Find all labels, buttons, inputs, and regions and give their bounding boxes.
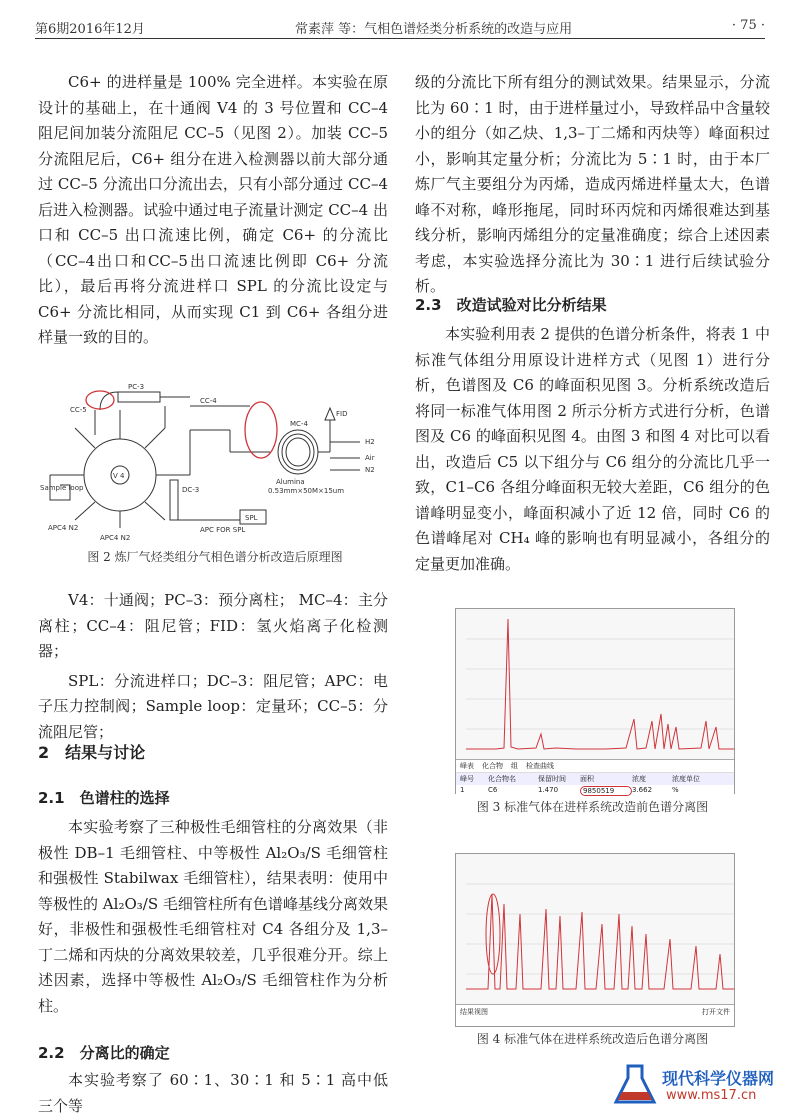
label-sample-loop: Sample loop: [40, 484, 84, 492]
cell-compound: C6: [488, 786, 498, 794]
site-watermark: [610, 1060, 800, 1110]
figure-2-schematic: [40, 380, 390, 545]
label-apc-spl: APC FOR SPL: [200, 526, 246, 534]
status-bar-right: 打开文件: [702, 1008, 730, 1016]
running-header: [35, 14, 765, 38]
tab-calibration[interactable]: 检查曲线: [526, 762, 554, 770]
left-column: [38, 70, 388, 351]
tab-group[interactable]: 组: [511, 762, 518, 770]
label-n2: N2: [365, 466, 375, 474]
article-running-title: 常素萍 等：气相色谱烃类分析系统的改造与应用: [295, 22, 573, 37]
figure-3-chromatogram: [456, 609, 734, 759]
annotation-circle-outlet: [245, 402, 277, 458]
paragraph-comparison-results: 本实验利用表 2 提供的色谱分析条件，将表 1 中标准气体组分用原设计进样方式（见图 1）进行分析，色谱图及 C6 的峰面积见图 3。分析系统改造后将同一标准气体用图 2 所示分析方式进行分析，色谱图及 C6 的峰面积见图 4。由图 3 和图 4 对比可以看出，改造后 C5 以下组分与 C6 组分的分流比几乎一致，C1–C6 各组分峰面积无较大差距，C6 组分的色谱峰明显变小，峰面积减小了近 12 倍，同时 C6 的色谱峰尾对 CH₄ 峰的影响也有明显减小，各组分的定量更加准确。: [415, 325, 770, 573]
figure-3-screenshot: [455, 608, 735, 794]
label-apc-n2-b: APC4 N2: [100, 534, 131, 542]
tab-compounds[interactable]: 化合物: [482, 762, 503, 770]
flask-logo-icon: [610, 1062, 660, 1108]
label-spl: SPL: [245, 514, 258, 522]
section-2-1-heading: 2.1 色谱柱的选择: [38, 789, 170, 807]
label-column-dims: 0.53mm×50M×15um: [268, 487, 345, 495]
figure-3-caption: 图 3 标准气体在进样系统改造前色谱分离图: [476, 800, 709, 814]
header-area: 面积: [580, 775, 594, 783]
header-conc: 浓度: [632, 775, 646, 783]
label-mc4: MC-4: [290, 420, 308, 428]
section-2-1-body: [38, 815, 388, 1019]
table-row: [456, 785, 734, 797]
paragraph-split-method: C6+ 的进样量是 100% 完全进样。本实验在原设计的基础上，在十通阀 V4 的 3 号位置和 CC–4 阻尼间加装分流阻尼 CC–5（见图 2）。加装 CC–5 分流阻尼后，C6+ 组分在进入检测器以前大部分通过 CC–5 分流出口分流出去，只有小部分通过 CC–4 后进入检测器。试验中通过电子流量计测定 CC–4 出口和 CC–5 出口流速比例，确定 C6+ 的分流比（CC–4出口和CC–5出口流速比例即 C6+ 分流比），最后再将分流进样口 SPL 的分流比设定与 C6+ 分流比相同，从而实现 C1 到 C6+ 各组分进样量一致的目的。: [38, 73, 388, 346]
label-air: Air: [365, 454, 375, 462]
figure-2-legend-1: V4：十通阀；PC–3：预分离柱； MC–4：主分离柱；CC–4：阻尼管；FID：氢火焰离子化检测器；: [38, 591, 388, 660]
section-2-heading: 2 结果与讨论: [38, 743, 146, 762]
cell-retention: 1.470: [538, 786, 559, 794]
section-2-2-heading: 2.2 分离比的确定: [38, 1044, 170, 1062]
header-retention: 保留时间: [538, 775, 566, 783]
label-v4: V 4: [113, 472, 125, 480]
header-compound: 化合物名: [488, 775, 516, 783]
figure-2-caption: 图 2 炼厂气烃类组分气相色谱分析改造后原理图: [87, 550, 343, 564]
cell-conc: 3.662: [632, 786, 653, 794]
label-fid: FID: [336, 410, 348, 418]
figure-4-screenshot: [455, 853, 735, 1027]
paragraph-split-ratio-cont: 级的分流比下所有组分的测试效果。结果显示，分流比为 60∶1 时，由于进样量过小，导致样品中含量较小的组分（如乙炔、1,3–丁二烯和丙炔等）峰面积过小，影响其定量分析；分流比为 5∶1 时，由于本厂炼厂气主要组分为丙烯，造成丙烯进样量太大，色谱峰不对称，峰形拖尾，同时环丙烷和丙烯很难达到基线分析，影响丙烯组分的定量准确度；综合上述因素考虑，本实验选择分流比为 30∶1 进行后续试验分析。: [415, 73, 770, 295]
figure-2: [40, 380, 390, 545]
label-dc3: DC-3: [182, 486, 200, 494]
left-column-lower: [38, 588, 388, 745]
watermark-url: www.ms17.cn: [666, 1088, 757, 1103]
figure-2-legend-2: SPL：分流进样口；DC–3：阻尼管；APC：电子压力控制阀；Sample loop：定量环；CC–5：分流阻尼管；: [38, 671, 388, 741]
paragraph-split-ratio-start: 本实验考察了 60∶1、30∶1 和 5∶1 高中低三个等: [38, 1071, 388, 1115]
journal-issue: 第6期2016年12月: [35, 22, 145, 37]
section-2-3-heading: 2.3 改造试验对比分析结果: [415, 296, 607, 314]
cell-area: 9850519: [580, 786, 632, 796]
label-pc3: PC-3: [128, 383, 145, 391]
label-alumina: Alumina: [276, 478, 305, 486]
header-rule: [35, 38, 765, 39]
paragraph-column-selection: 本实验考察了三种极性毛细管柱的分离效果（非极性 DB–1 毛细管柱、中等极性 Al₂O₃/S 毛细管柱和强极性 Stabilwax 毛细管柱），结果表明：使用中等极性的 Al₂O₃/S 毛细管柱所有色谱峰基线分离效果好，非极性和强极性毛细管柱对 C4 各组分及 1,3–丁二烯和丙炔的分离效果较差，几乎很难分开。综上述因素，选择中等极性 Al₂O₃/S 毛细管柱作为分析柱。: [38, 818, 388, 1015]
header-conc-unit: 浓度单位: [672, 775, 700, 783]
right-column: [415, 70, 770, 300]
status-bar-left: 结果视图: [460, 1008, 488, 1016]
header-peak-no: 峰号: [460, 775, 474, 783]
section-2-3-body: [415, 322, 770, 577]
cell-peak-no: 1: [460, 786, 465, 794]
label-cc5: CC-5: [70, 406, 87, 414]
figure-4-chromatogram: [456, 854, 734, 1004]
cell-conc-unit: %: [672, 786, 679, 794]
tab-peak-table[interactable]: 峰表: [460, 762, 474, 770]
label-apc-n2-a: APC4 N2: [48, 524, 79, 532]
page-number: · 75 ·: [731, 18, 765, 33]
label-h2: H2: [365, 438, 375, 446]
section-2-2-body: [38, 1068, 388, 1119]
watermark-name: 现代科学仪器网: [662, 1069, 775, 1088]
figure-4-caption: 图 4 标准气体在进样系统改造后色谱分离图: [476, 1032, 709, 1046]
label-cc4: CC-4: [200, 397, 217, 405]
